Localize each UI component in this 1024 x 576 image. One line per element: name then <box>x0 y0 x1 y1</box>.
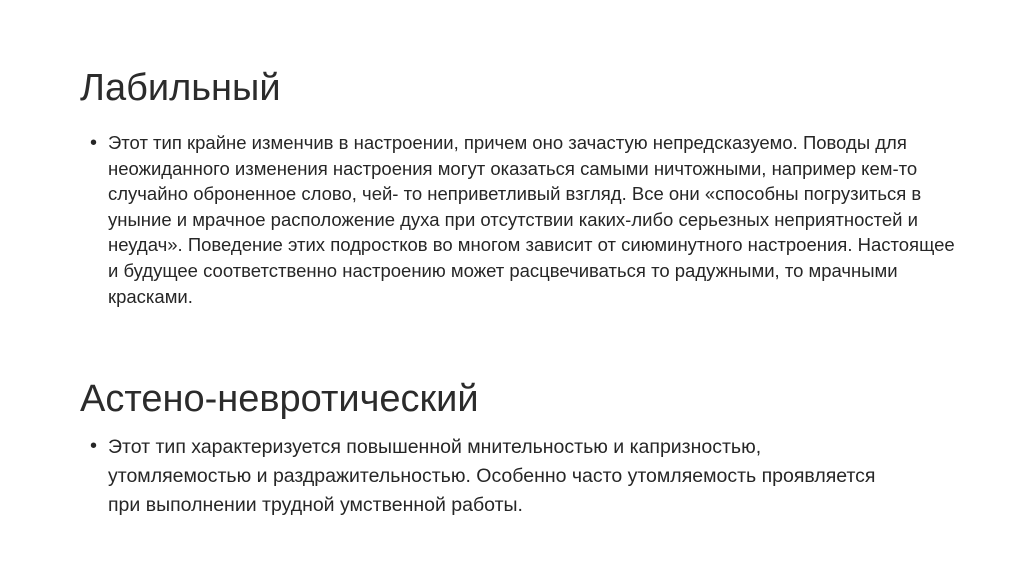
bullet-icon: • <box>90 435 98 457</box>
section-heading-asthenic: Астено-невротический <box>80 378 479 420</box>
section-heading-labile: Лабильный <box>80 67 281 109</box>
bullet-item-labile <box>90 130 970 309</box>
bullet-text-labile: Этот тип крайне изменчив в настроении, причем оно зачастую непредсказуемо. Поводы для неожиданного изменения настроения могут оказаться самыми ничтожными, например кем-то случайно оброненное слово, чей- то неприветливый взгляд. Все они «способны погрузиться в уныние и мрачное расположение духа при отсутствии каких-либо серьезных неприятностей и неудач». Поведение этих подростков во многом зависит от сиюминутного настроения. Настоящее и будущее соответственно настроению может расцвечиваться то радужными, то мрачными красками. <box>108 132 955 307</box>
bullet-item-asthenic <box>90 433 930 520</box>
bullet-icon: • <box>90 132 98 154</box>
bullet-text-asthenic: Этот тип характеризуется повышенной мнительностью и капризностью, утомляемостью и раздражительностью. Особенно часто утомляемость проявляется при выполнении трудной умственной работы. <box>108 436 876 516</box>
